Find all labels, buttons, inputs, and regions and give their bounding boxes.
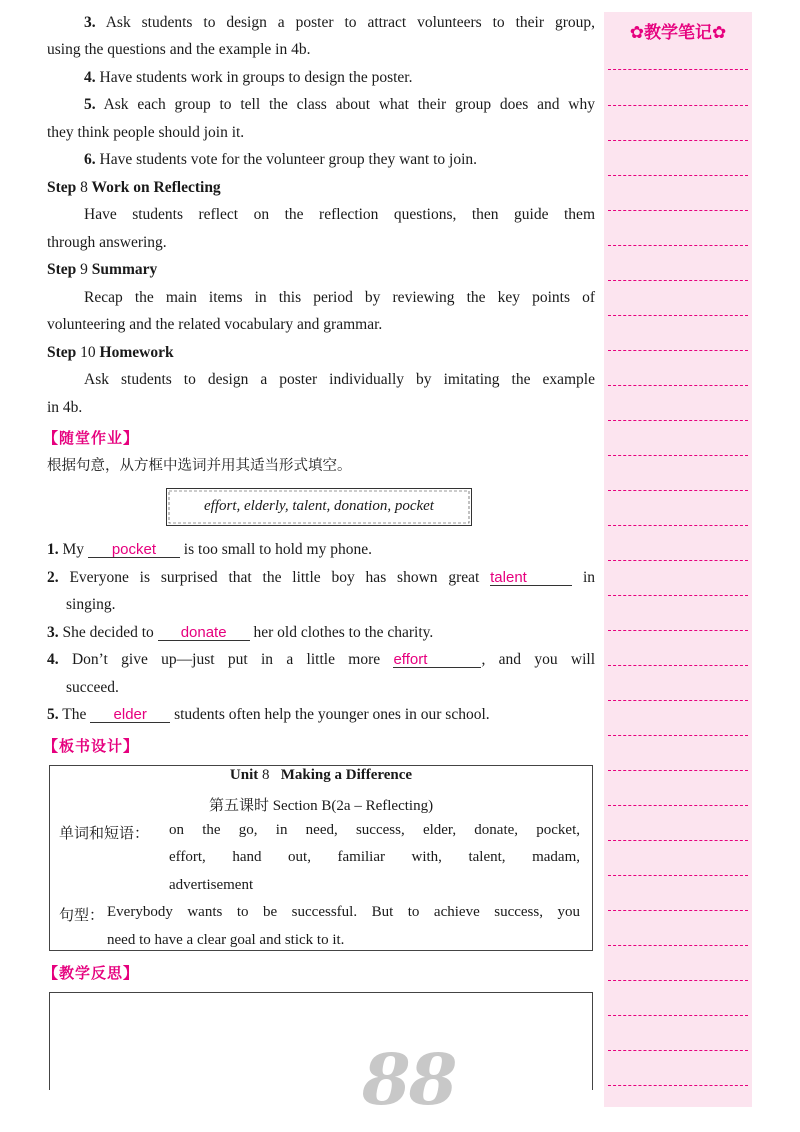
note-line [608,980,748,981]
board-design-box [49,765,593,951]
note-line [608,1015,748,1016]
step-item-cont: using the questions and the example in 4b. [47,41,311,58]
step-text: Ask students to design a poster individually by imitating the example [84,371,595,388]
step-item: 5. Ask each group to tell the class about what their group does and why [84,96,595,113]
answer-blank: talent [490,571,572,586]
step-heading: Step 8 Work on Reflecting [47,179,221,196]
note-line [608,315,748,316]
note-line [608,595,748,596]
step-item: 3. Ask students to design a poster to attract volunteers to their group, [84,14,595,31]
answer-blank: pocket [88,543,180,558]
note-line [608,350,748,351]
board-vocab-label: 单词和短语： [59,826,150,842]
step-item: 4. Have students work in groups to design the poster. [84,69,413,86]
step-text-cont: in 4b. [47,399,83,416]
exercise-item: 2. Everyone is surprised that the little boy has shown great talent in [47,569,596,586]
answer-blank: effort [393,653,481,668]
exercise-item-cont: singing. [66,596,116,613]
exercise-item: 1. My pocket is too small to hold my phone. [47,541,372,558]
answer-blank: elder [90,708,170,723]
exercise-item: 4. Don’t give up—just put in a little more effort , and you will [47,651,596,668]
board-section-title: 【板书设计】 [43,737,140,755]
board-vocab-line: on the go, in need, success, elder, donate, pocket, [169,822,580,838]
note-line [608,875,748,876]
note-line [608,455,748,456]
exercise-item: 5. The elder students often help the younger ones in our school. [47,706,490,723]
board-sentence-line: Everybody wants to be successful. But to achieve success, you [107,904,580,920]
board-vocab-line: effort, hand out, familiar with, talent, madam, [169,849,580,865]
page-number: 88 [362,1038,456,1121]
note-line [608,770,748,771]
board-sentence-label: 句型： [59,908,105,924]
step-text-cont: volunteering and the related vocabulary and grammar. [47,316,383,333]
answer-blank: donate [158,626,250,641]
note-line [608,840,748,841]
note-line [608,1050,748,1051]
step-text-cont: through answering. [47,234,167,251]
board-vocab-line: advertisement [169,877,254,893]
note-line [608,945,748,946]
note-line [608,805,748,806]
note-line [608,630,748,631]
reflection-section-title: 【教学反思】 [43,964,140,982]
board-lesson: 第五课时 Section B(2a – Reflecting) [208,798,434,814]
note-line [608,105,748,106]
step-text: Recap the main items in this period by reviewing the key points of [84,289,595,306]
note-line [608,210,748,211]
step-heading: Step 10 Homework [47,344,174,361]
note-line [608,385,748,386]
note-line [608,665,748,666]
reflection-box[interactable] [49,992,593,1090]
exercise-item-cont: succeed. [66,679,119,696]
notes-sidebar [604,12,752,1107]
note-line [608,490,748,491]
note-line [608,910,748,911]
note-line [608,735,748,736]
homework-section-title: 【随堂作业】 [43,429,140,447]
step-item-cont: they think people should join it. [47,124,245,141]
word-box-words: effort, elderly, talent, donation, pocket [204,498,434,514]
note-line [608,1085,748,1086]
step-heading: Step 9 Summary [47,261,158,278]
note-line [608,700,748,701]
exercise-instruction: 根据句意，从方框中选词并用其适当形式填空。 [47,458,352,474]
board-sentence-line: need to have a clear goal and stick to it. [107,932,345,948]
note-line [608,245,748,246]
note-line [608,175,748,176]
step-item: 6. Have students vote for the volunteer group they want to join. [84,151,478,168]
note-line [608,280,748,281]
step-text: Have students reflect on the reflection questions, then guide them [84,206,595,223]
board-unit-title: Unit 8 Making a Difference [229,767,413,783]
note-line [608,140,748,141]
exercise-item: 3. She decided to donate her old clothes to the charity. [47,624,434,641]
note-line [608,420,748,421]
note-line [608,525,748,526]
note-line [608,69,748,70]
notes-sidebar-title: ✿教学笔记✿ [629,23,727,43]
word-box [165,487,473,527]
note-line [608,560,748,561]
